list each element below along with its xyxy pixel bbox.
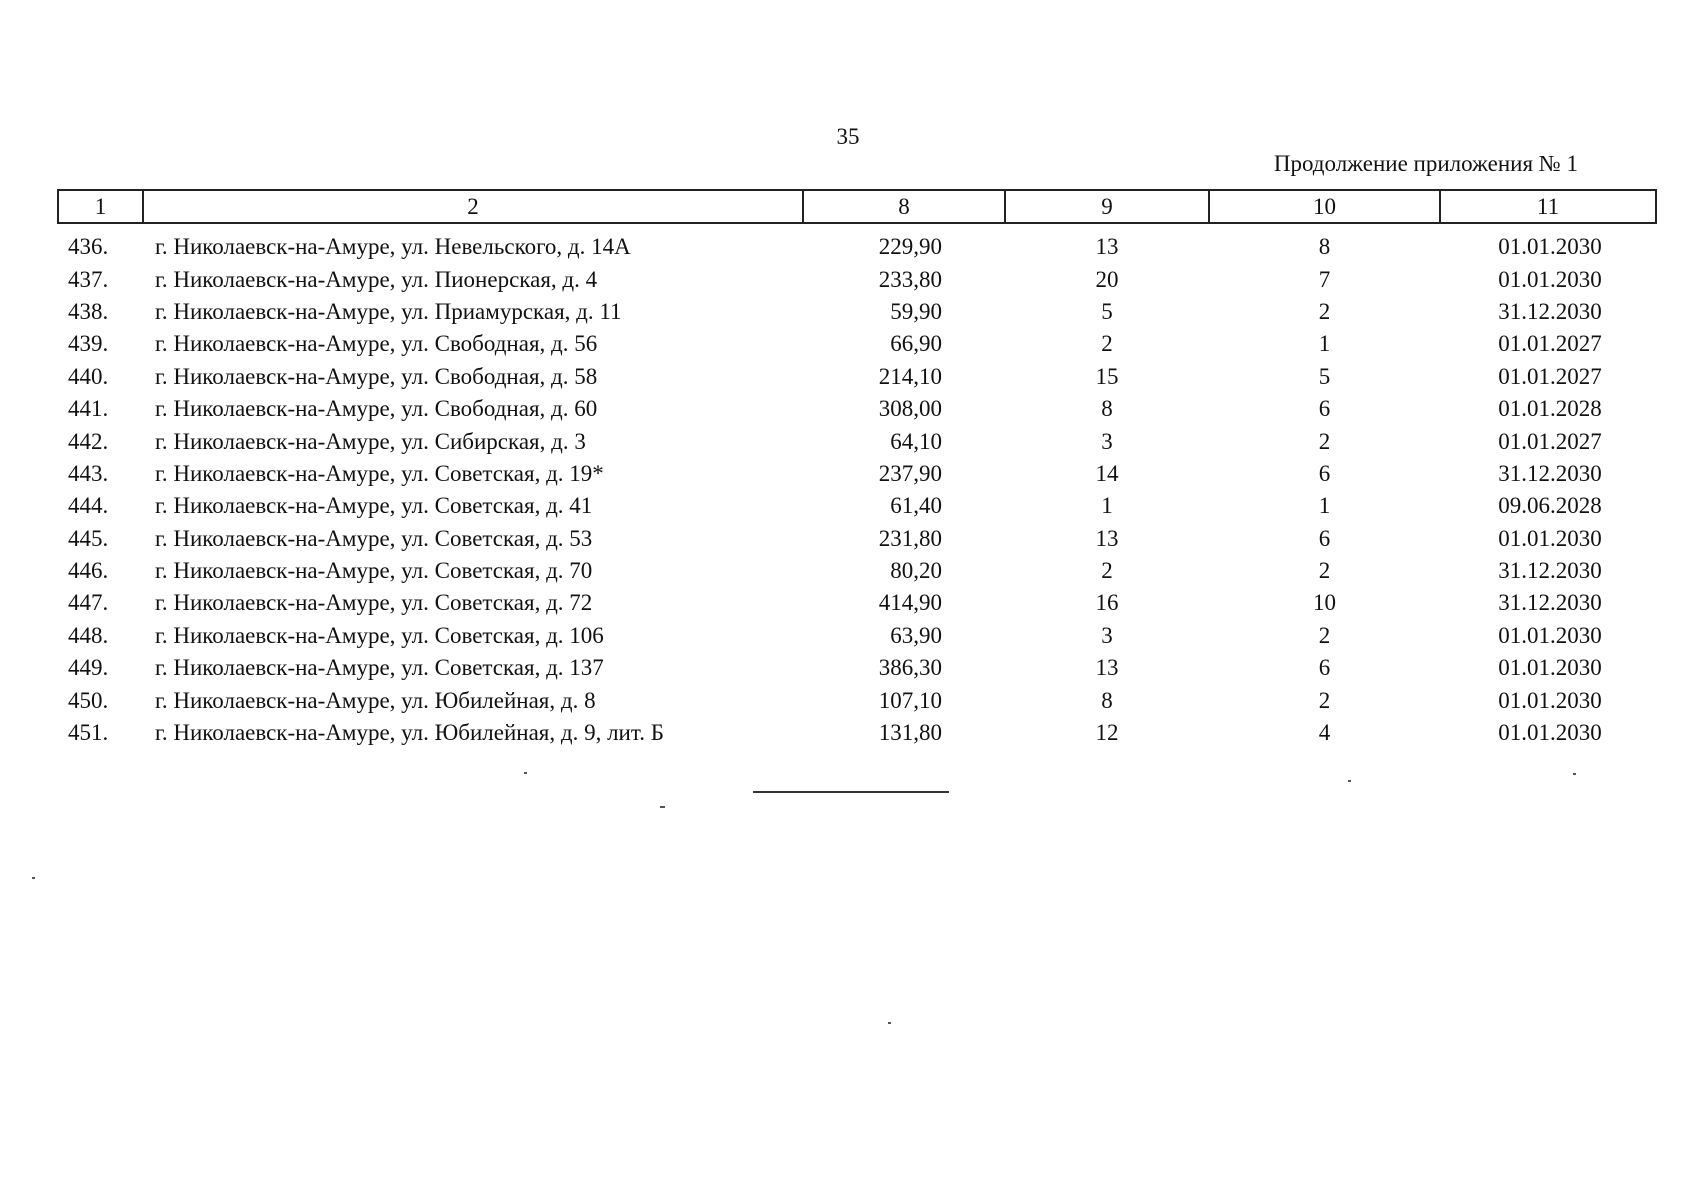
col11-date: 01.01.2027 [1498,331,1602,357]
col11-date: 01.01.2030 [1498,655,1602,681]
data-table [57,189,1657,749]
header-cell-col11: 11 [1440,190,1656,223]
col8-value-text: 214,10 [878,363,942,389]
row-number: 445. [68,525,109,551]
row-number: 443. [68,460,109,486]
row-number: 448. [68,622,109,648]
col10-value: 2 [1318,687,1331,713]
table-row [58,555,1656,587]
col10-value: 4 [1318,720,1331,746]
col11-date: 01.01.2030 [1498,720,1602,746]
table-row [58,684,1656,716]
table-row [58,652,1656,684]
scan-speck [660,806,665,808]
col8-value-text: 107,10 [878,687,942,713]
col9-value: 12 [1095,720,1119,746]
col10-value: 6 [1318,396,1331,422]
col9-value: 2 [1101,558,1113,584]
header-cell-col2: 2 [143,190,803,223]
address-cell: г. Николаевск-на-Амуре, ул. Советская, д. 41 [155,493,593,519]
row-number: 436. [68,234,109,260]
table-row [58,328,1656,360]
row-number: 444. [68,493,109,519]
table-row [58,490,1656,522]
address-cell: г. Николаевск-на-Амуре, ул. Советская, д. 137 [155,655,604,681]
row-number: 437. [68,266,109,292]
col8-value [803,458,1005,490]
address-cell: г. Николаевск-на-Амуре, ул. Юбилейная, д. 9, лит. Б [155,720,664,746]
col9-value: 13 [1095,525,1119,551]
table-row [58,263,1656,295]
col8-value [803,263,1005,295]
col11-date: 09.06.2028 [1498,493,1602,519]
scan-speck [1348,780,1351,782]
col11-date: 31.12.2030 [1498,558,1602,584]
scan-speck [1573,773,1576,775]
col9-value: 16 [1095,590,1119,616]
col9-value: 15 [1095,363,1119,389]
table-row [58,296,1656,328]
col8-value [803,490,1005,522]
col10-value: 5 [1318,363,1331,389]
col9-value: 20 [1095,266,1119,292]
row-number: 442. [68,428,109,454]
col8-value-text: 237,90 [878,460,942,486]
col11-date: 01.01.2027 [1498,363,1602,389]
address-cell: г. Николаевск-на-Амуре, ул. Юбилейная, д. 8 [155,687,596,713]
col11-date: 01.01.2030 [1498,687,1602,713]
col8-value-text: 229,90 [878,234,942,260]
table-row [58,393,1656,425]
col10-value: 8 [1318,234,1331,260]
col11-date: 01.01.2030 [1498,622,1602,648]
col11-date: 01.01.2030 [1498,266,1602,292]
col11-date: 01.01.2027 [1498,428,1602,454]
scan-speck [524,772,527,774]
row-number: 446. [68,558,109,584]
col8-value [803,587,1005,619]
col8-value [803,717,1005,749]
col10-value: 6 [1318,460,1331,486]
col11-date: 01.01.2030 [1498,525,1602,551]
col8-value [803,328,1005,360]
table-row [58,523,1656,555]
col11-date: 31.12.2030 [1498,460,1602,486]
col10-value: 2 [1318,558,1331,584]
col11-date: 01.01.2030 [1498,234,1602,260]
col8-value-text: 231,80 [878,525,942,551]
col9-value: 14 [1095,460,1119,486]
row-number: 441. [68,396,109,422]
col8-value-text: 66,90 [890,331,942,357]
address-cell: г. Николаевск-на-Амуре, ул. Советская, д. 106 [155,622,604,648]
col10-value: 6 [1318,655,1331,681]
row-number: 440. [68,363,109,389]
col8-value [803,296,1005,328]
table-row [58,717,1656,749]
scan-speck [32,877,35,879]
address-cell: г. Николаевск-на-Амуре, ул. Советская, д. 19* [155,460,604,486]
page-number: 35 [836,124,860,149]
col9-value: 13 [1095,234,1119,260]
table-row [58,620,1656,652]
col8-value-text: 64,10 [890,428,942,454]
col10-value: 2 [1318,428,1331,454]
row-number: 447. [68,590,109,616]
col8-value [803,361,1005,393]
table-body [58,223,1656,749]
col11-date: 01.01.2028 [1498,396,1602,422]
address-cell: г. Николаевск-на-Амуре, ул. Сибирская, д. 3 [155,428,586,454]
address-cell: г. Николаевск-на-Амуре, ул. Советская, д. 72 [155,590,593,616]
header-cell-col9: 9 [1005,190,1209,223]
row-number: 449. [68,655,109,681]
table-row [58,223,1656,263]
row-number: 439. [68,331,109,357]
address-cell: г. Николаевск-на-Амуре, ул. Свободная, д. 56 [155,331,598,357]
col8-value-text: 59,90 [890,298,942,324]
col9-value: 13 [1095,655,1119,681]
header-row [58,190,1656,223]
col9-value: 8 [1101,687,1113,713]
col8-value-text: 63,90 [890,622,942,648]
row-number: 451. [68,720,109,746]
col10-value: 6 [1318,525,1331,551]
col8-value [803,555,1005,587]
col11-date: 31.12.2030 [1498,590,1602,616]
address-cell: г. Николаевск-на-Амуре, ул. Свободная, д. 60 [155,396,598,422]
col8-value-text: 131,80 [878,720,942,746]
header-cell-col10: 10 [1209,190,1440,223]
continuation-note: Продолжение приложения № 1 [1273,151,1578,176]
address-cell: г. Николаевск-на-Амуре, ул. Приамурская, д. 11 [155,298,622,324]
col8-value-text: 233,80 [878,266,942,292]
address-cell: г. Николаевск-на-Амуре, ул. Советская, д. 70 [155,558,593,584]
col8-value-text: 386,30 [878,655,942,681]
col9-value: 5 [1101,298,1113,324]
col10-value: 10 [1313,590,1336,616]
col8-value-text: 61,40 [890,493,942,519]
col10-value: 2 [1318,622,1331,648]
col8-value [803,425,1005,457]
table-row [58,425,1656,457]
table-row [58,458,1656,490]
col10-value: 7 [1318,266,1331,292]
col9-value: 3 [1101,622,1113,648]
col8-value-text: 414,90 [878,590,942,616]
col8-value-text: 308,00 [878,396,942,422]
table-header [58,190,1656,223]
col9-value: 3 [1101,428,1113,454]
col8-value [803,620,1005,652]
header-cell-col8: 8 [803,190,1005,223]
table-row [58,587,1656,619]
address-cell: г. Николаевск-на-Амуре, ул. Свободная, д. 58 [155,363,598,389]
scan-speck [888,1022,891,1024]
col9-value: 1 [1101,493,1113,519]
address-cell: г. Николаевск-на-Амуре, ул. Пионерская, д. 4 [155,266,598,292]
col10-value: 1 [1318,331,1331,357]
table-row [58,361,1656,393]
col10-value: 1 [1318,493,1331,519]
col8-value [803,652,1005,684]
col8-value-text: 80,20 [890,558,942,584]
address-cell: г. Николаевск-на-Амуре, ул. Невельского, д. 14А [155,234,631,260]
address-cell: г. Николаевск-на-Амуре, ул. Советская, д. 53 [155,525,593,551]
col9-value: 8 [1101,396,1113,422]
header-cell-col1: 1 [58,190,143,223]
col9-value: 2 [1101,331,1113,357]
col11-date: 31.12.2030 [1498,298,1602,324]
col8-value [803,523,1005,555]
col8-value [803,393,1005,425]
row-number: 450. [68,687,109,713]
col8-value [803,223,1005,263]
col8-value [803,684,1005,716]
end-rule [753,791,949,793]
row-number: 438. [68,298,109,324]
col10-value: 2 [1318,298,1331,324]
